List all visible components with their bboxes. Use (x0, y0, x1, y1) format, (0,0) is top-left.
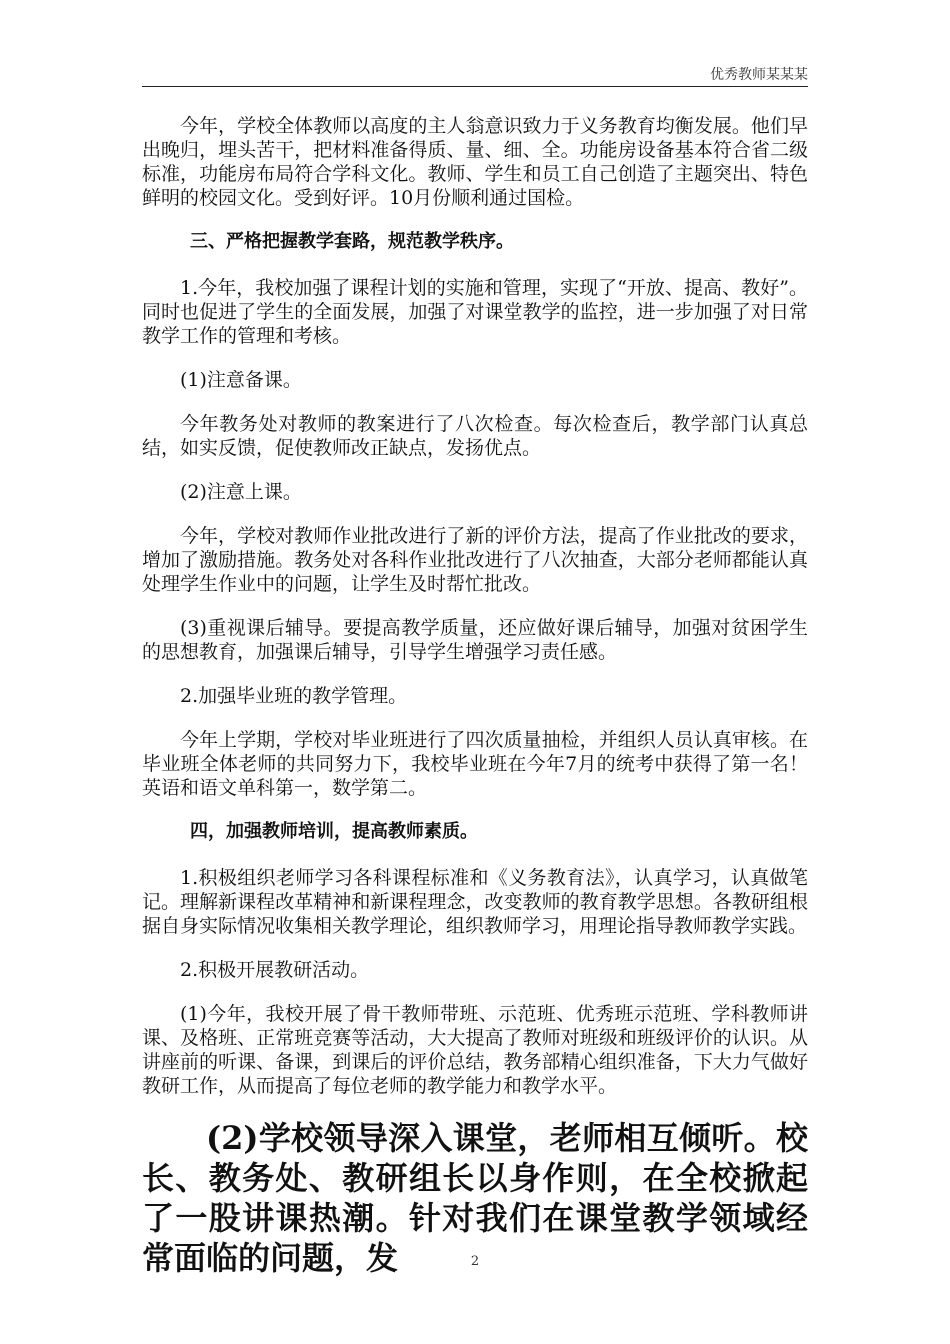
header-rule (142, 86, 808, 87)
paragraph-lesson-prep: 今年教务处对教师的教案进行了八次检查。每次检查后，教学部门认真总结，如实反馈，促使教师改正缺点，发扬优点。 (142, 413, 808, 459)
paragraph-class-title: (2)注意上课。 (180, 481, 302, 503)
paragraph-school-culture: 今年，学校全体教师以高度的主人翁意识致力于义务教育均衡发展。他们早出晚归，埋头苦干，把材料准备得质、量、细、全。功能房设备基本符合省二级标准，功能房布局符合学科文化。教师、学生和员工自己创造了主题突出、特色鲜明的校园文化。受到好评。10月份顺利通过国检。 (142, 115, 808, 209)
running-header: 优秀教师某某某 (710, 67, 808, 83)
paragraph-tutoring: (3)重视课后辅导。要提高教学质量，还应做好课后辅导，加强对贫困学生的思想教育，加强课后辅导，引导学生增强学习责任感。 (142, 617, 808, 663)
paragraph-graduating-title: 2.加强毕业班的教学管理。 (180, 685, 408, 707)
paragraph-leaders-listening: (2)学校领导深入课堂，老师相互倾听。校长、教务处、教研组长以身作则，在全校掀起了一股讲课热潮。针对我们在课堂教学领域经常面临的问题，发 (142, 1119, 808, 1277)
paragraph-lesson-prep-title: (1)注意备课。 (180, 369, 302, 391)
section-heading-4: 四，加强教师培训，提高教师素质。 (190, 821, 478, 842)
page-number: 2 (470, 1254, 480, 1269)
paragraph-graduating: 今年上学期，学校对毕业班进行了四次质量抽检，并组织人员认真审核。在毕业班全体老师的共同努力下，我校毕业班在今年7月的统考中获得了第一名！英语和语文单科第一，数学第二。 (142, 729, 808, 799)
paragraph-research-title: 2.积极开展教研活动。 (180, 959, 370, 981)
paragraph-homework: 今年，学校对教师作业批改进行了新的评价方法，提高了作业批改的要求，增加了激励措施。教务处对各科作业批改进行了八次抽查，大部分老师都能认真处理学生作业中的问题，让学生及时帮忙批改。 (142, 525, 808, 595)
document-body (142, 114, 808, 1278)
section-heading-3: 三、严格把握教学套路，规范教学秩序。 (190, 231, 514, 252)
paragraph-research-activities: (1)今年，我校开展了骨干教师带班、示范班、优秀班示范班、学科教师讲课、及格班、正常班竞赛等活动，大大提高了教师对班级和班级评价的认识。从讲座前的听课、备课，到课后的评价总结，教务部精心组织准备，下大力气做好教研工作，从而提高了每位老师的教学能力和教学水平。 (142, 1003, 808, 1097)
paragraph-standards-study: 1.积极组织老师学习各科课程标准和《义务教育法》，认真学习，认真做笔记。理解新课程改革精神和新课程理念，改变教师的教育教学思想。各教研组根据自身实际情况收集相关教学理论，组织教师学习，用理论指导教师教学实践。 (142, 867, 808, 937)
paragraph-curriculum: 1.今年，我校加强了课程计划的实施和管理，实现了“开放、提高、教好”。同时也促进了学生的全面发展，加强了对课堂教学的监控，进一步加强了对日常教学工作的管理和考核。 (142, 277, 808, 347)
